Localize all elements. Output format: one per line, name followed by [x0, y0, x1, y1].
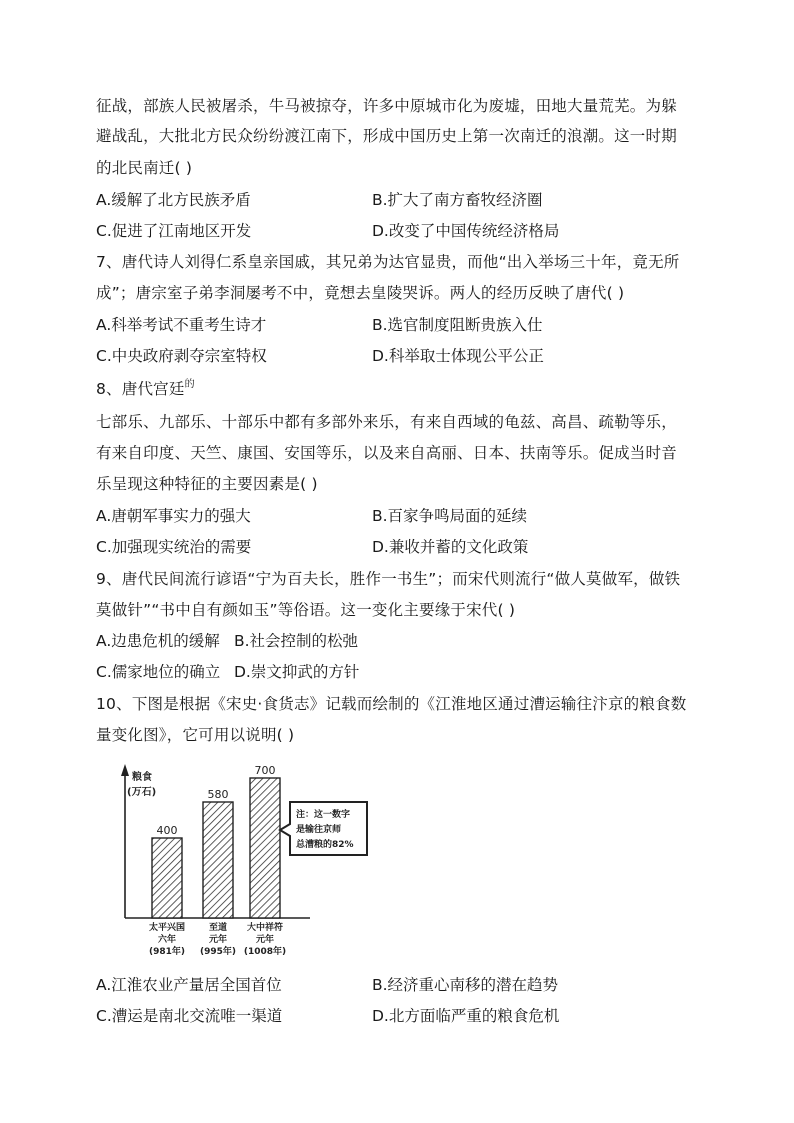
q6-line-1: 征战，部族人民被屠杀，牛马被掠夺，许多中原城市化为废墟，田地大量荒芜。为躲: [96, 97, 677, 115]
q8-option-b: B.百家争鸣局面的延续: [372, 507, 528, 525]
category-label: 元年: [255, 935, 275, 945]
q8-head-sup: 的: [184, 379, 195, 390]
q10-option-c: C.漕运是南北交流唯一渠道: [96, 1007, 283, 1025]
q10-line-2: 量变化图》，它可用以说明( ): [96, 726, 295, 744]
q10-line-1: 10、下图是根据《宋史·食货志》记载而绘制的《江淮地区通过漕运输往汴京的粮食数: [96, 695, 687, 713]
q8-line-2: 有来自印度、天竺、康国、安国等乐，以及来自高丽、日本、扶南等乐。促成当时音: [96, 444, 677, 462]
q9-line-1: 9、唐代民间流行谚语“宁为百夫长，胜作一书生”；而宋代则流行“做人莫做军，做铁: [96, 570, 681, 588]
q9-option-a: A.边患危机的缓解: [96, 632, 220, 650]
category-label: (1008年): [243, 947, 287, 957]
note-callout: [280, 802, 367, 855]
q6-option-b: B.扩大了南方畜牧经济圈: [372, 191, 543, 209]
bar: [152, 838, 182, 918]
q9-line-2: 莫做针”“书中自有颜如玉”等俗语。这一变化主要缘于宋代( ): [96, 601, 516, 619]
q9-option-d: D.崇文抑武的方针: [234, 663, 360, 681]
q8-head-text: 8、唐代宫廷: [96, 380, 185, 398]
bar-value-label: 700: [254, 764, 276, 777]
category-label: 大中祥符: [246, 923, 284, 933]
q8-option-a: A.唐朝军事实力的强大: [96, 507, 251, 525]
y-axis-unit: (万石): [127, 787, 157, 798]
category-label: 太平兴国: [148, 923, 186, 933]
q10-option-d: D.北方面临严重的粮食危机: [372, 1007, 560, 1025]
bar-value-label: 580: [207, 788, 229, 801]
q8-head: [96, 379, 195, 402]
q10-option-a: A.江淮农业产量居全国首位: [96, 976, 282, 994]
q9-option-c: C.儒家地位的确立: [96, 663, 221, 681]
category-label: 至道: [208, 923, 228, 933]
bar: [250, 778, 280, 918]
q8-option-d: D.兼收并蓄的文化政策: [372, 538, 529, 556]
q8-line-1: 七部乐、九部乐、十部乐中都有多部外来乐，有来自西域的龟兹、高昌、疏勒等乐，: [96, 413, 677, 431]
q9-option-b: B.社会控制的松弛: [234, 632, 359, 650]
y-axis-arrow: [121, 764, 129, 776]
q7-option-a: A.科举考试不重考生诗才: [96, 316, 267, 334]
q7-option-c: C.中央政府剥夺宗室特权: [96, 347, 267, 365]
q7-option-d: D.科举取士体现公平公正: [372, 347, 544, 365]
category-label: 六年: [157, 935, 177, 945]
bar: [203, 802, 233, 918]
q6-option-c: C.促进了江南地区开发: [96, 222, 252, 240]
q8-option-c: C.加强现实统治的需要: [96, 538, 252, 556]
grain-bar-chart: [120, 758, 354, 978]
category-label: (995年): [199, 947, 237, 957]
q6-option-d: D.改变了中国传统经济格局: [372, 222, 560, 240]
q6-line-3: 的北民南迁( ): [96, 159, 193, 177]
category-label: (981年): [148, 947, 186, 957]
y-axis-label: 粮食: [132, 772, 152, 783]
q10-option-b: B.经济重心南移的潜在趋势: [372, 976, 559, 994]
q6-line-2: 避战乱，大批北方民众纷纷渡江南下，形成中国历史上第一次南迁的浪潮。这一时期: [96, 127, 677, 145]
q7-line-2: 成”；唐宗室子弟李洞屡考不中，竟想去皇陵哭诉。两人的经历反映了唐代( ): [96, 284, 625, 302]
q7-line-1: 7、唐代诗人刘得仁系皇亲国戚，其兄弟为达官显贵，而他“出入举场三十年，竟无所: [96, 253, 680, 271]
bar-value-label: 400: [156, 824, 178, 837]
category-label: 元年: [208, 935, 228, 945]
note-line-3: 总漕粮的82%: [296, 840, 354, 850]
note-line-2: 是输往京师: [296, 825, 342, 835]
q6-option-a: A.缓解了北方民族矛盾: [96, 191, 251, 209]
q7-option-b: B.选官制度阻断贵族入仕: [372, 316, 543, 334]
note-line-1: 注：这一数字: [296, 810, 351, 820]
q8-line-3: 乐呈现这种特征的主要因素是( ): [96, 475, 318, 493]
bars-group: [149, 764, 286, 957]
